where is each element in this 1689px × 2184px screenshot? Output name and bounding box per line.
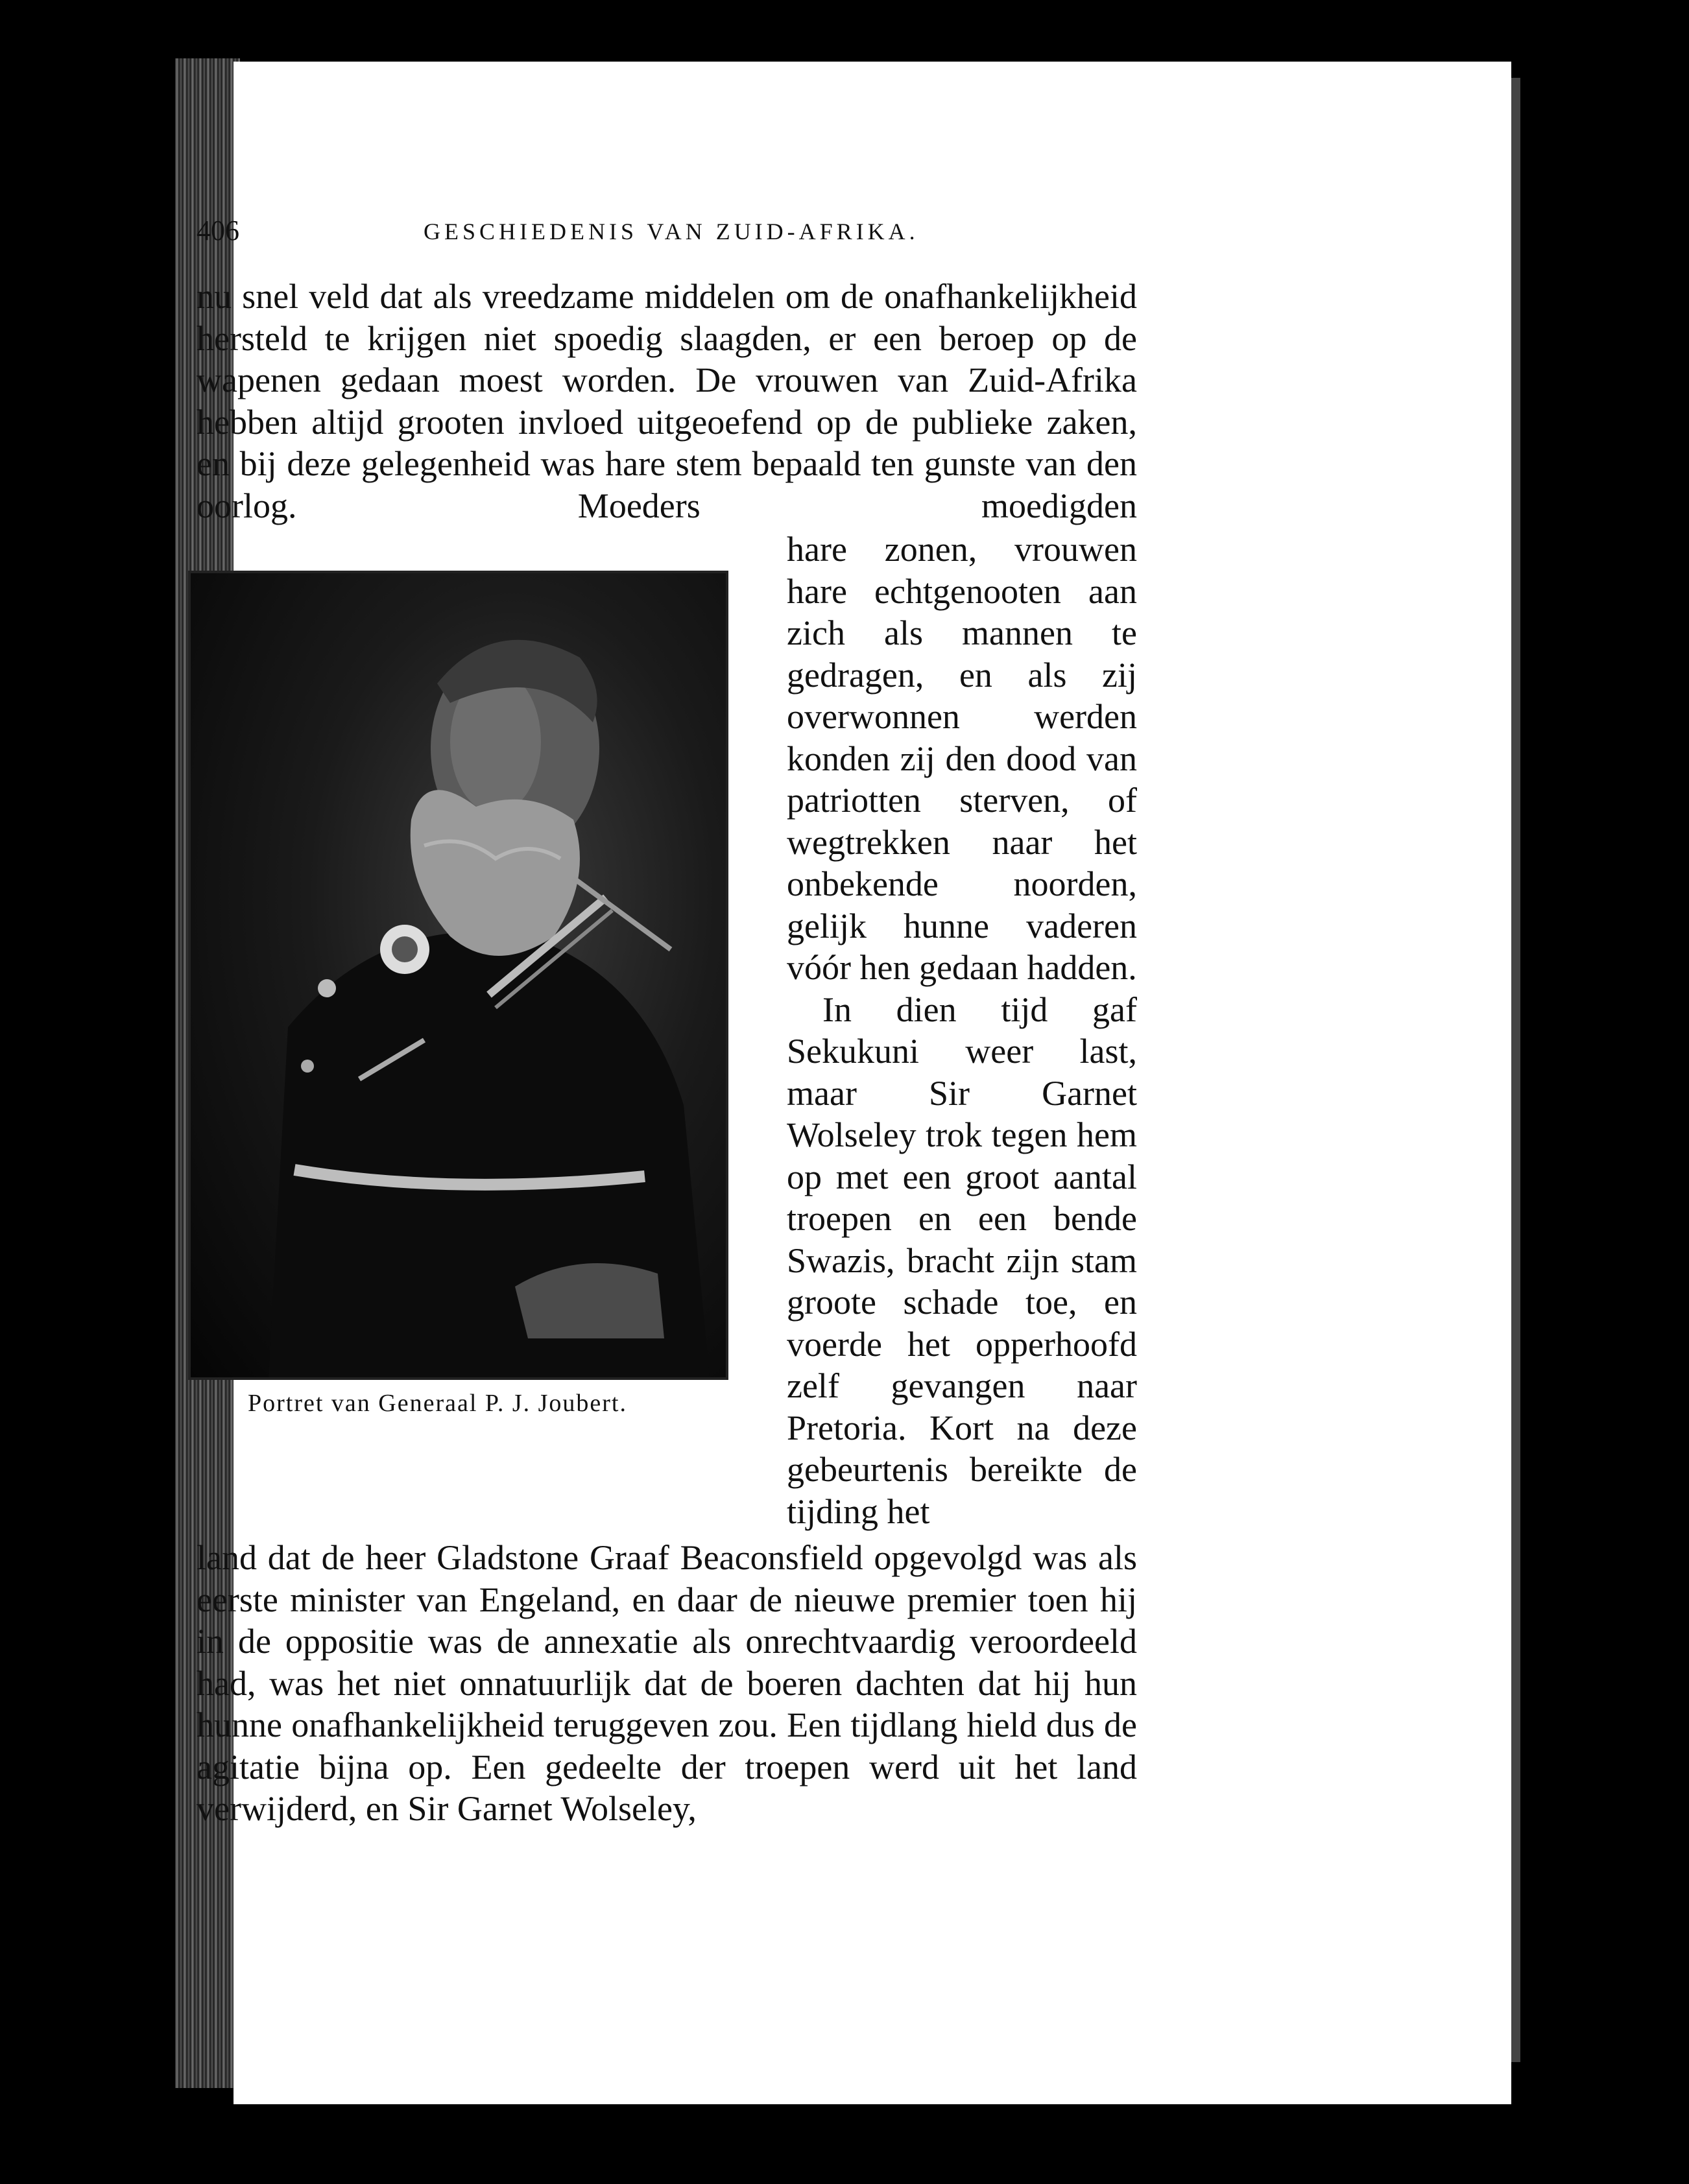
- side-column: [787, 528, 1137, 1532]
- paragraph-bottom: land dat de heer Gladstone Graaf Beaconsfield opgevolgd was als eerste minister van Engeland, en daar de nieuwe premier toen hij in de oppositie was de annexatie als onrechtvaardig veroordeeld had, was het niet onnatuurlijk dat de boeren dachten dat hij hun hunne onafhankelijkheid teruggeven zou. Een tijdlang hield dus de agitatie bijna op. Een gedeelte der troepen werd uit het land verwijderd, en Sir Garnet Wolseley,: [197, 1538, 1137, 1828]
- portrait-illustration: [191, 573, 726, 1377]
- paragraph-side-1: hare zonen, vrouwen hare echtgenooten aan zich als mannen te gedragen, en als zij overwonnen werden konden zij den dood van patriotten sterven, of wegtrekken naar het onbekende noorden, gelijk hunne vaderen vóór hen gedaan hadden.: [787, 530, 1137, 987]
- page-number: 406: [197, 215, 239, 246]
- paragraph-side-2: In dien tijd gaf Sekukuni weer last, maar Sir Garnet Wolseley trok tegen hem op met een groot aantal troepen en een bende Swazis, bracht zijn stam groote schade toe, en voerde het opperhoofd zelf gevangen naar Pretoria. Kort na deze gebeurtenis bereikte de tijding het: [787, 990, 1137, 1531]
- running-title: GESCHIEDENIS VAN ZUID-AFRIKA.: [424, 219, 919, 244]
- page-header: [197, 214, 1137, 253]
- paragraph-top: nu snel veld dat als vreedzame middelen om de onafhankelijkheid hersteld te krijgen niet spoedig slaagden, er een beroep op de wapenen gedaan moest worden. De vrouwen van Zuid-Afrika hebben altijd grooten invloed uitgeoefend op de publieke zaken, en bij deze gelegenheid was hare stem bepaald ten gunste van den oorlog. Moeders moedigden: [197, 277, 1137, 525]
- figure-caption: Portret van Generaal P. J. Joubert.: [248, 1390, 627, 1417]
- facing-page-edge: [1511, 78, 1520, 2062]
- portrait-photo: [188, 571, 728, 1380]
- portrait-figure: [188, 571, 723, 1427]
